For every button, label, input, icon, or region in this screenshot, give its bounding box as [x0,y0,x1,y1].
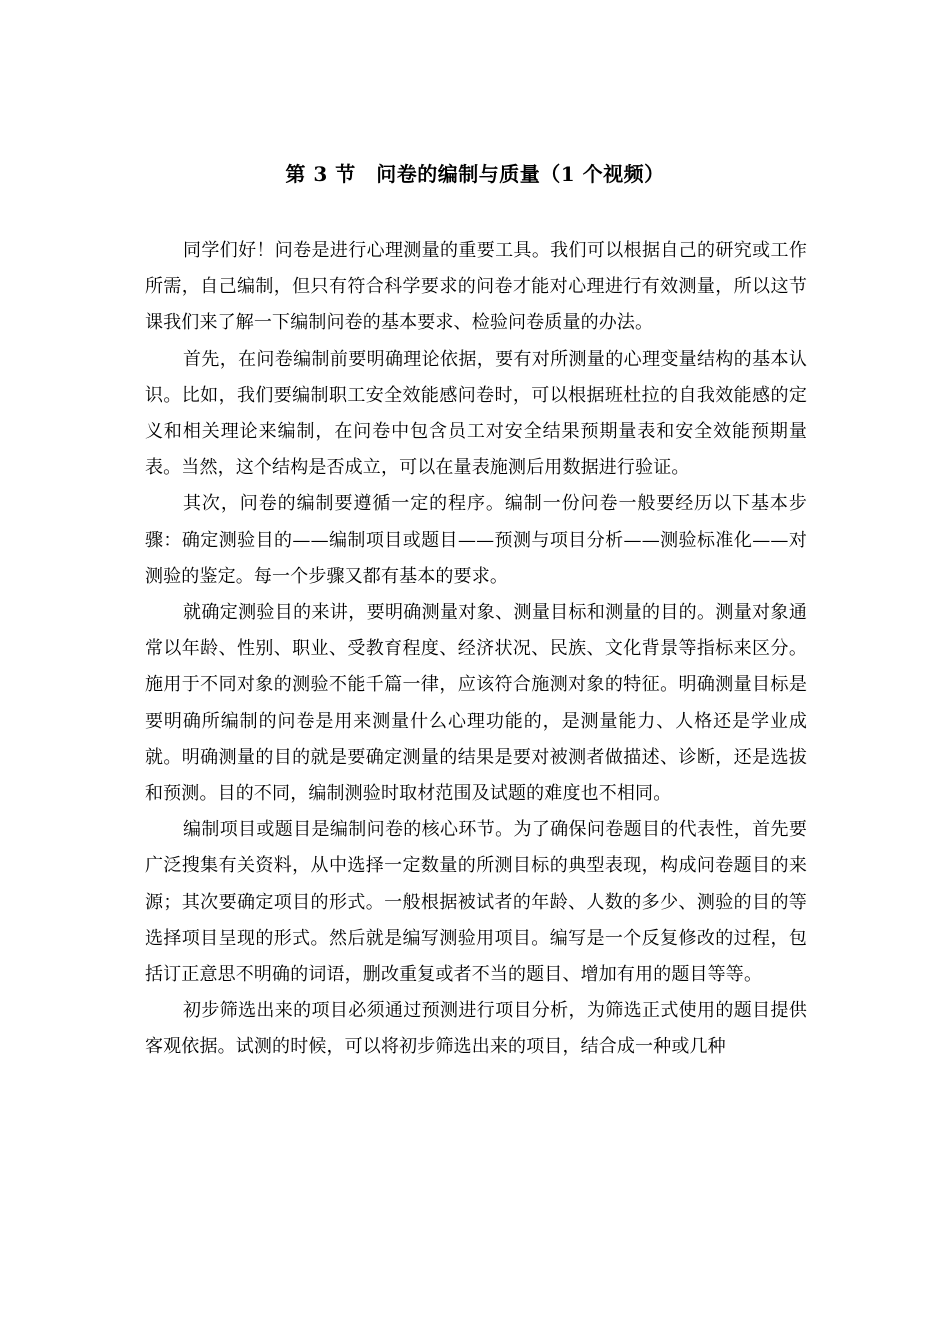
paragraph-item-writing: 编制项目或题目是编制问卷的核心环节。为了确保问卷题目的代表性，首先要广泛搜集有关资料，从中选择一定数量的所测目标的典型表现，构成问卷题目的来源；其次要确定项目的形式。一般根据被试者的年龄、人数的多少、测验的目的等选择项目呈现的形式。然后就是编写测验用项目。编写是一个反复修改的过程，包括订正意思不明确的词语，删改重复或者不当的题目、增加有用的题目等等。 [145,819,807,986]
paragraph-procedure: 其次，问卷的编制要遵循一定的程序。编制一份问卷一般要经历以下基本步骤：确定测验目的——编制项目或题目——预测与项目分析——测验标准化——对测验的鉴定。每一个步骤又都有基本的要求。 [145,493,807,587]
paragraph-theory-basis: 首先，在问卷编制前要明确理论依据，要有对所测量的心理变量结构的基本认识。比如，我们要编制职工安全效能感问卷时，可以根据班杜拉的自我效能感的定义和相关理论来编制，在问卷中包含员工对安全结果预期量表和安全效能预期量表。当然，这个结构是否成立，可以在量表施测后用数据进行验证。 [145,348,807,479]
paragraph-test-purpose: 就确定测验目的来讲，要明确测量对象、测量目标和测量的目的。测量对象通常以年龄、性别、职业、受教育程度、经济状况、民族、文化背景等指标来区分。施用于不同对象的测验不能千篇一律，应该符合施测对象的特征。明确测量目标是要明确所编制的问卷是用来测量什么心理功能的，是测量能力、人格还是学业成就。明确测量的目的就是要确定测量的结果是要对被测者做描述、诊断，还是选拔和预测。目的不同，编制测验时取材范围及试题的难度也不相同。 [145,602,807,805]
paragraph-intro: 同学们好！问卷是进行心理测量的重要工具。我们可以根据自己的研究或工作所需，自己编制，但只有符合科学要求的问卷才能对心理进行有效测量，所以这节课我们来了解一下编制问卷的基本要求、检验问卷质量的办法。 [145,240,807,334]
paragraph-pretest: 初步筛选出来的项目必须通过预测进行项目分析，为筛选正式使用的题目提供客观依据。试测的时候，可以将初步筛选出来的项目，结合成一种或几种 [145,1000,807,1058]
section-title: 第 3 节 问卷的编制与质量（1 个视频） [285,162,665,186]
body-text [145,233,807,1066]
